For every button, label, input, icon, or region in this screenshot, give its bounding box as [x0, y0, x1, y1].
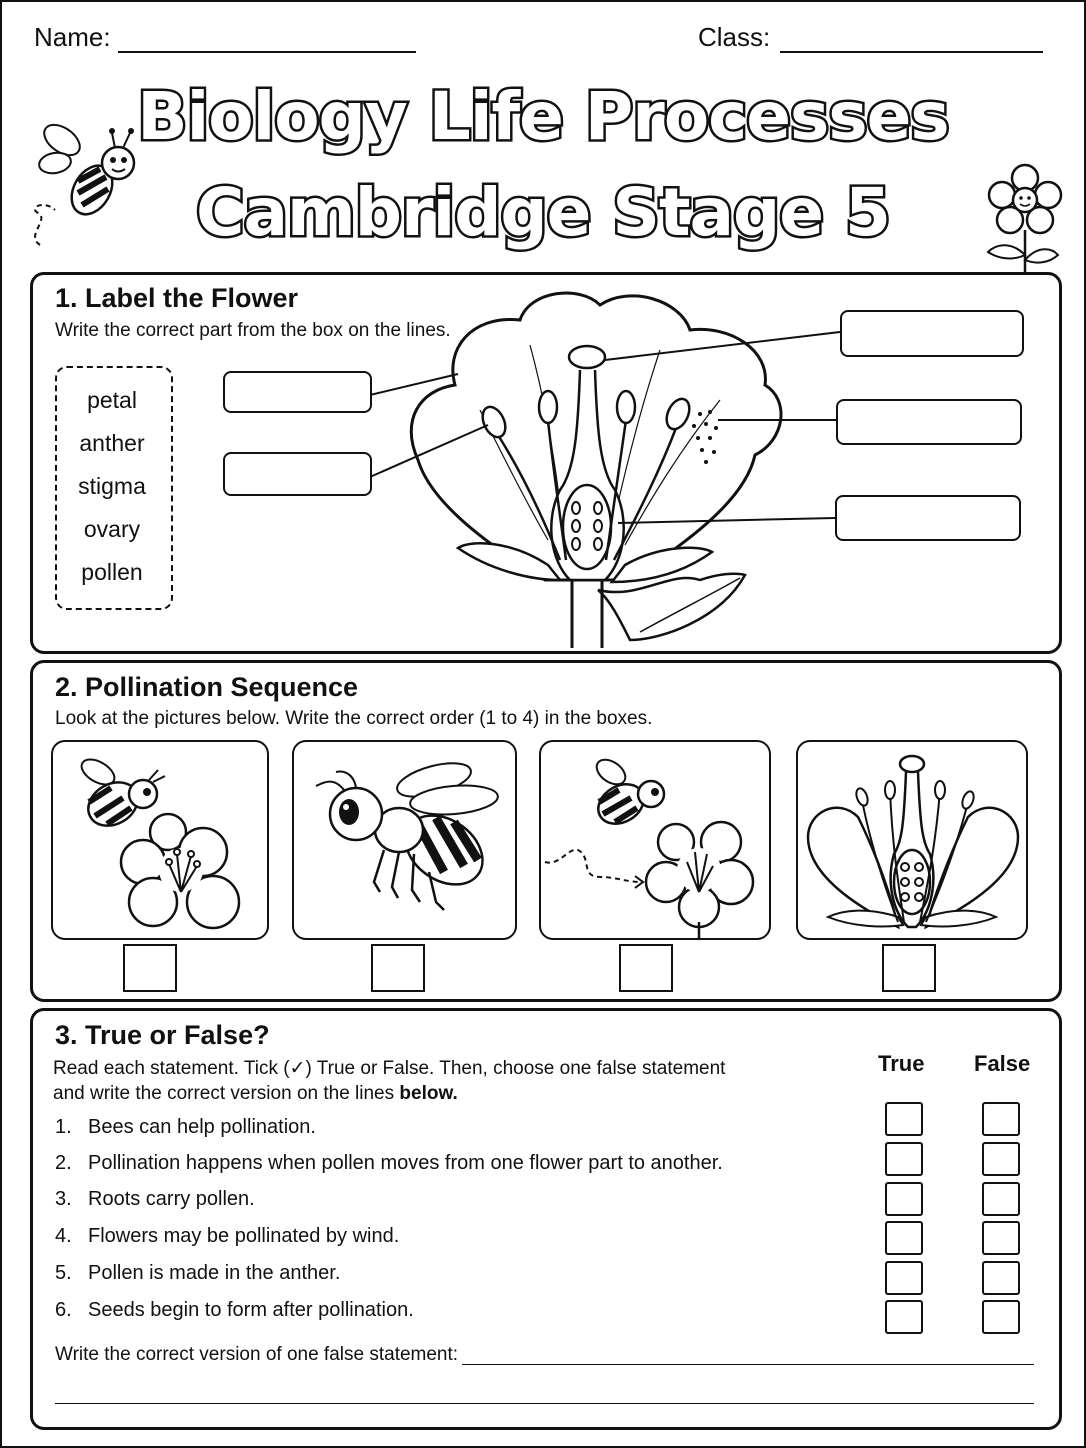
- true-heading: True: [878, 1051, 925, 1076]
- statement-text: Pollination happens when pollen moves from one flower part to another.: [88, 1152, 723, 1174]
- statement-text: Bees can help pollination.: [88, 1116, 316, 1138]
- true-checkbox-2[interactable]: [885, 1142, 923, 1176]
- bee-and-flower-icon: [53, 742, 267, 938]
- correction-line-1[interactable]: [462, 1364, 1034, 1365]
- label-answer-1[interactable]: [223, 371, 372, 413]
- true-checkbox-1[interactable]: [885, 1102, 923, 1136]
- word-ovary: ovary: [83, 516, 141, 542]
- sequence-picture-1: [51, 740, 269, 940]
- label-answer-5[interactable]: [835, 495, 1021, 541]
- sequence-picture-3: [539, 740, 771, 940]
- statement-number: 6.: [55, 1299, 72, 1321]
- section-1-title: 1. Label the Flower: [55, 283, 299, 313]
- statement-text: Flowers may be pollinated by wind.: [88, 1225, 400, 1247]
- false-checkbox-5[interactable]: [982, 1261, 1020, 1295]
- label-answer-2[interactable]: [223, 452, 372, 496]
- section-2-instruction: Look at the pictures below. Write the correct order (1 to 4) in the boxes.: [55, 708, 653, 729]
- statement-number: 3.: [55, 1188, 72, 1210]
- order-box-2[interactable]: [371, 944, 425, 992]
- order-box-3[interactable]: [619, 944, 673, 992]
- label-answer-4[interactable]: [836, 399, 1022, 445]
- true-checkbox-5[interactable]: [885, 1261, 923, 1295]
- order-box-1[interactable]: [123, 944, 177, 992]
- statement-text: Roots carry pollen.: [88, 1188, 255, 1210]
- section-1-instruction: Write the correct part from the box on the lines.: [55, 320, 451, 341]
- flower-cross-section-icon: [798, 742, 1026, 938]
- section-3-title: 3. True or False?: [55, 1020, 270, 1050]
- section-3-instruction-1: Read each statement. Tick (✓) True or False. Then, choose one false statement: [53, 1058, 726, 1079]
- class-label: Class:: [698, 22, 771, 52]
- sequence-picture-2: [292, 740, 517, 940]
- false-checkbox-6[interactable]: [982, 1300, 1020, 1334]
- word-anther: anther: [79, 430, 145, 456]
- title-line-2: Cambridge Stage 5: [196, 174, 890, 251]
- true-checkbox-4[interactable]: [885, 1221, 923, 1255]
- bee-closeup-icon: [294, 742, 515, 938]
- true-checkbox-6[interactable]: [885, 1300, 923, 1334]
- false-checkbox-2[interactable]: [982, 1142, 1020, 1176]
- true-checkbox-3[interactable]: [885, 1182, 923, 1216]
- statement-number: 4.: [55, 1225, 72, 1247]
- false-heading: False: [974, 1051, 1031, 1076]
- false-checkbox-4[interactable]: [982, 1221, 1020, 1255]
- statement-text: Pollen is made in the anther.: [88, 1262, 341, 1284]
- title-line-1: Biology Life Processes: [137, 78, 949, 155]
- word-stigma: stigma: [78, 473, 146, 499]
- section-3-instruction-2: and write the correct version on the lines below.: [53, 1083, 458, 1104]
- statement-number: 2.: [55, 1152, 72, 1174]
- correction-prompt: Write the correct version of one false statement:: [55, 1344, 459, 1365]
- label-answer-3[interactable]: [840, 310, 1024, 357]
- word-pollen: pollen: [81, 559, 143, 585]
- correction-line-2[interactable]: [55, 1403, 1034, 1404]
- section-2-title: 2. Pollination Sequence: [55, 672, 359, 702]
- sequence-picture-4: [796, 740, 1028, 940]
- statement-number: 5.: [55, 1262, 72, 1284]
- bee-flying-to-flower-icon: [541, 742, 769, 938]
- statement-number: 1.: [55, 1116, 72, 1138]
- false-checkbox-3[interactable]: [982, 1182, 1020, 1216]
- statement-text: Seeds begin to form after pollination.: [88, 1299, 414, 1321]
- false-checkbox-1[interactable]: [982, 1102, 1020, 1136]
- name-label: Name:: [34, 22, 111, 52]
- order-box-4[interactable]: [882, 944, 936, 992]
- word-petal: petal: [87, 387, 137, 413]
